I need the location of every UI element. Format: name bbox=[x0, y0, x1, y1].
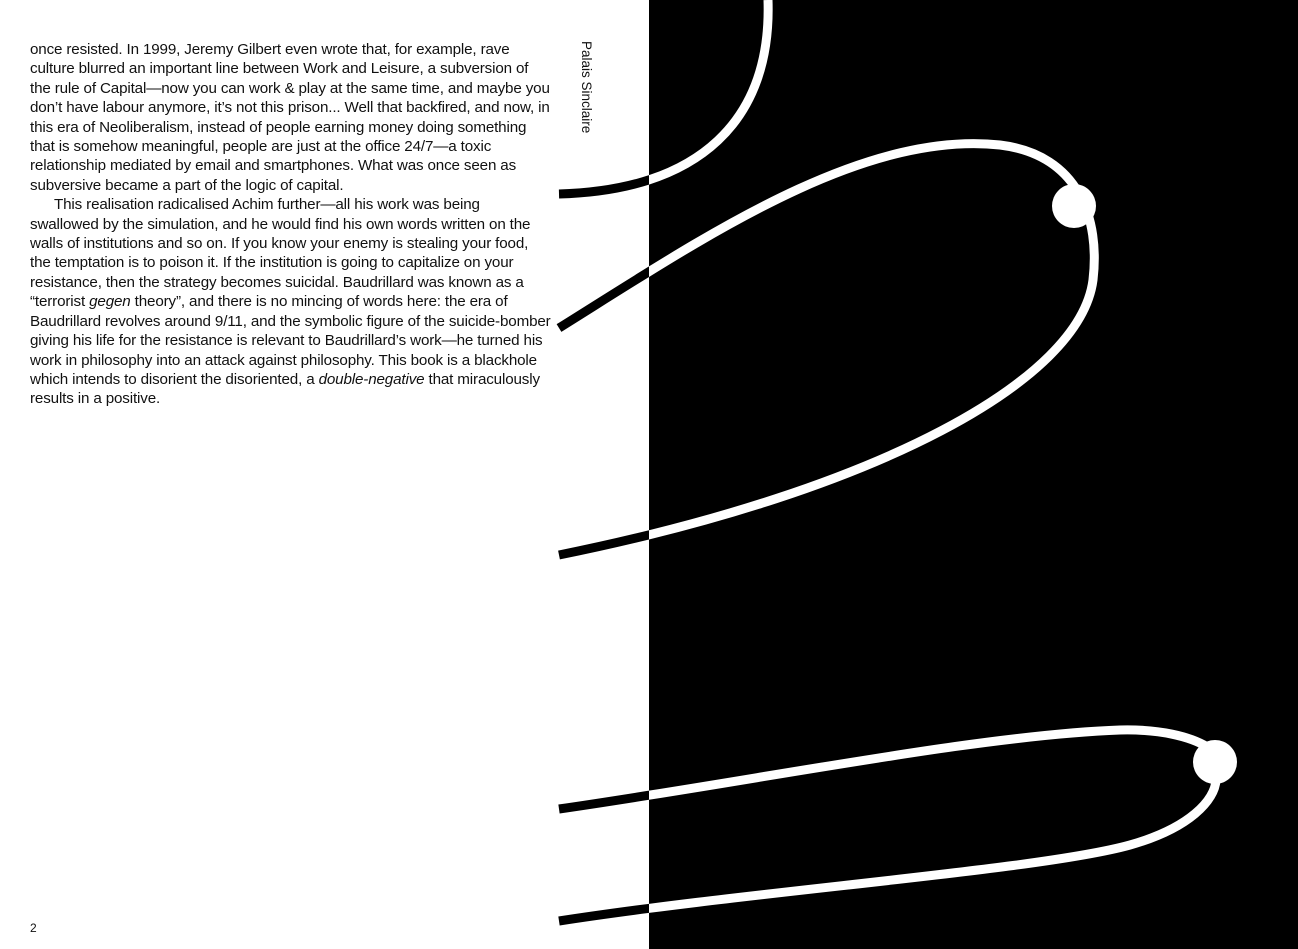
lower-upper-curve-inverse bbox=[559, 730, 1223, 809]
paragraph-2-part-c: that miraculously results in a positive. bbox=[30, 370, 540, 408]
running-head: Palais Sinclaire bbox=[579, 41, 594, 134]
upper-loop-curve bbox=[559, 144, 1094, 555]
lower-bottom-curve-inverse bbox=[559, 780, 1216, 921]
upper-node-dot bbox=[1052, 184, 1096, 228]
paragraph-1: once resisted. In 1999, Jeremy Gilbert even wrote that, for example, rave culture blurred an important line between Work and Leisure, a subversion of the rule of Capital—now you can work & play at the same time, and maybe you don’t have labour anymore, it’s not this prison... Well that backfired, and now, in this era of Neoliberalism, instead of people earning money doing something that is somehow meaningful, people are just at the office 24/7—a toxic relationship mediated by email and smartphones. What was once seen as subversive became a part of the logic of capital. bbox=[30, 41, 550, 194]
emphasis-double-negative: double-negative bbox=[318, 370, 425, 388]
lower-node-dot bbox=[1193, 740, 1237, 784]
curves-on-paper bbox=[559, 0, 1223, 921]
paragraph-2 bbox=[30, 195, 552, 408]
emphasis-gegen: gegen bbox=[89, 293, 131, 311]
lower-upper-curve bbox=[559, 730, 1223, 809]
upper-loop-curve-inverse bbox=[559, 144, 1094, 555]
curves-on-panel bbox=[559, 0, 1223, 921]
body-text bbox=[30, 40, 552, 409]
page-number: 2 bbox=[30, 921, 37, 935]
black-panel bbox=[649, 0, 1298, 949]
lower-bottom-curve bbox=[559, 780, 1216, 921]
paragraph-2-part-a: This realisation radicalised Achim further—all his work was being swallowed by the simulation, and he would find his own words written on the walls of institutions and so on. If you know your enemy is stealing your food, the temptation is to poison it. If the institution is going to capitalize on your resistance, then the strategy becomes suicidal. Baudrillard was known as a “terrorist bbox=[30, 196, 531, 311]
paragraph-2-part-b: theory”, and there is no mincing of words here: the era of Baudrillard revolves around 9/11, and the symbolic figure of the suicide-bomber giving his life for the resistance is relevant to Baudrillard’s work—he turned his work in philosophy into an attack against philosophy. This book is a blackhole which intends to disorient the disoriented, a bbox=[30, 293, 551, 388]
